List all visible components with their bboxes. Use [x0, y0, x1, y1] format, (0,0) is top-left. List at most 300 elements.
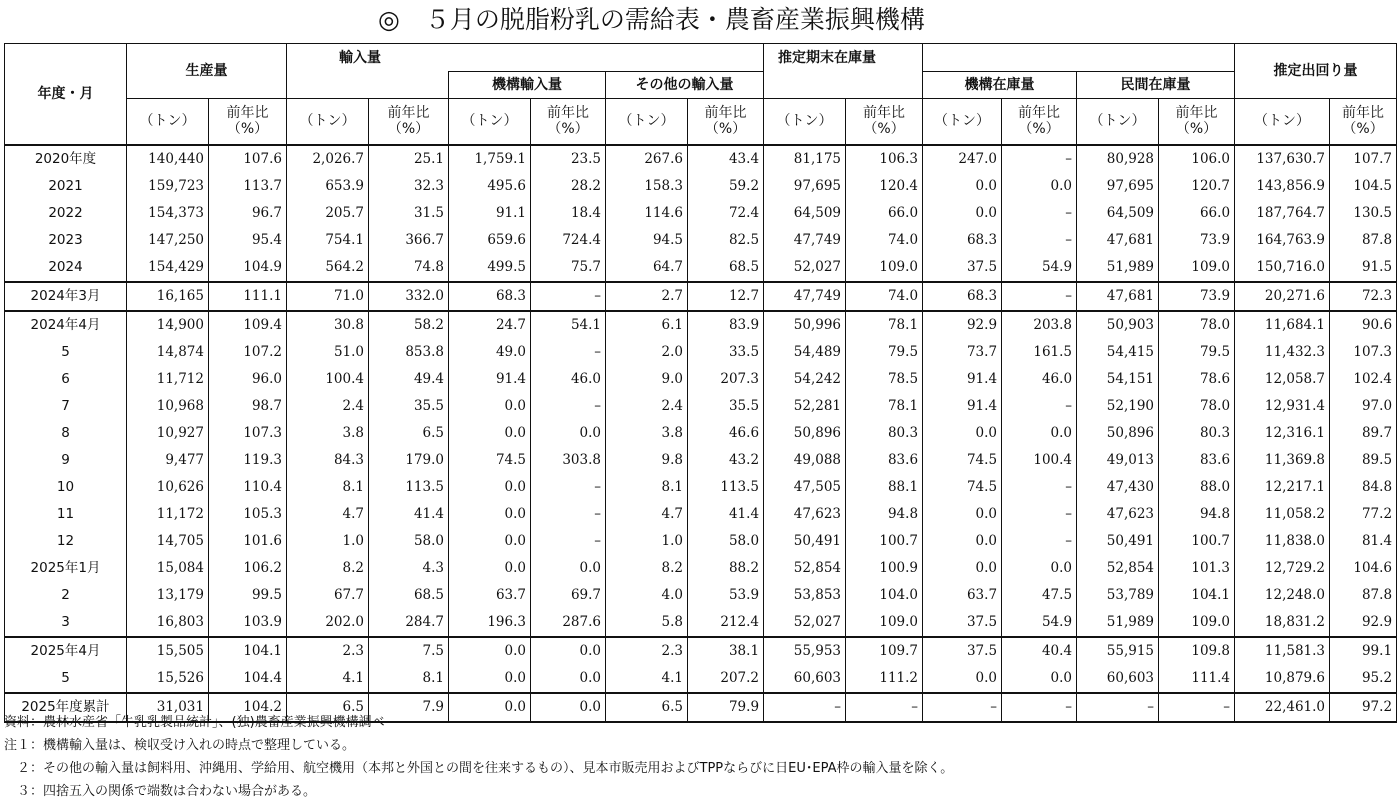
- cell-tons: 12,248.0: [1235, 582, 1330, 609]
- cell-tons: 6.5: [606, 693, 688, 722]
- cell-tons: 8.1: [606, 474, 688, 501]
- cell-ratio: 303.8: [531, 447, 606, 474]
- cell-ratio: 104.1: [209, 637, 287, 665]
- table-row: [5, 637, 1397, 665]
- cell-tons: 16,803: [127, 609, 209, 637]
- unit-ton-header: （トン）: [606, 99, 688, 145]
- cell-ratio: 0.0: [531, 555, 606, 582]
- cell-ratio: 130.5: [1330, 200, 1397, 227]
- cell-ratio: 109.0: [846, 609, 923, 637]
- cell-ratio: 0.0: [531, 420, 606, 447]
- cell-tons: 2,026.7: [287, 145, 369, 173]
- cell-ratio: –: [1159, 693, 1235, 722]
- unit-ton-header: （トン）: [1077, 99, 1159, 145]
- row-label: 2024年3月: [5, 282, 127, 311]
- cell-tons: 0.0: [449, 420, 531, 447]
- cell-ratio: 104.6: [1330, 555, 1397, 582]
- unit-ton-header: （トン）: [764, 99, 846, 145]
- cell-tons: 31,031: [127, 693, 209, 722]
- footnote-3: ３：四捨五入の関係で端数は合わない場合がある。: [4, 784, 317, 799]
- cell-ratio: 100.7: [846, 528, 923, 555]
- row-label: 2020年度: [5, 145, 127, 173]
- cell-ratio: 49.4: [369, 366, 449, 393]
- cell-tons: 15,505: [127, 637, 209, 665]
- cell-tons: 54,151: [1077, 366, 1159, 393]
- unit-ratio-header: [846, 99, 923, 145]
- unit-ratio-line1: 前年比: [547, 105, 589, 122]
- cell-tons: 8.2: [606, 555, 688, 582]
- table-row: [5, 501, 1397, 528]
- cell-ratio: –: [1002, 501, 1077, 528]
- cell-tons: 53,789: [1077, 582, 1159, 609]
- cell-ratio: 84.8: [1330, 474, 1397, 501]
- row-label: 6: [5, 366, 127, 393]
- cell-ratio: 212.4: [688, 609, 764, 637]
- cell-tons: 187,764.7: [1235, 200, 1330, 227]
- cell-ratio: 41.4: [688, 501, 764, 528]
- cell-ratio: 83.6: [1159, 447, 1235, 474]
- header-agency-stock: 機構在庫量: [923, 72, 1077, 99]
- cell-tons: 0.0: [449, 665, 531, 693]
- cell-tons: 30.8: [287, 311, 369, 339]
- cell-ratio: 97.0: [1330, 393, 1397, 420]
- table-row: [5, 393, 1397, 420]
- cell-ratio: 104.5: [1330, 173, 1397, 200]
- unit-ton-header: （トン）: [923, 99, 1002, 145]
- cell-ratio: 35.5: [688, 393, 764, 420]
- cell-tons: 68.3: [923, 227, 1002, 254]
- cell-ratio: 91.5: [1330, 254, 1397, 282]
- cell-tons: 3.8: [606, 420, 688, 447]
- table-row: [5, 447, 1397, 474]
- row-label: 8: [5, 420, 127, 447]
- cell-ratio: 74.0: [846, 282, 923, 311]
- cell-tons: 52,190: [1077, 393, 1159, 420]
- cell-ratio: –: [1002, 227, 1077, 254]
- table-row: [5, 474, 1397, 501]
- cell-ratio: 101.6: [209, 528, 287, 555]
- cell-tons: 81,175: [764, 145, 846, 173]
- cell-ratio: 79.5: [1159, 339, 1235, 366]
- header-stock-spacer: [923, 44, 1235, 72]
- cell-ratio: –: [1002, 693, 1077, 722]
- cell-ratio: 111.1: [209, 282, 287, 311]
- cell-ratio: 47.5: [1002, 582, 1077, 609]
- cell-ratio: 89.5: [1330, 447, 1397, 474]
- cell-ratio: 96.7: [209, 200, 287, 227]
- unit-ratio-line1: 前年比: [226, 105, 269, 122]
- cell-ratio: 75.7: [531, 254, 606, 282]
- cell-tons: 154,429: [127, 254, 209, 282]
- cell-ratio: 113.5: [369, 474, 449, 501]
- cell-tons: 154,373: [127, 200, 209, 227]
- cell-tons: 84.3: [287, 447, 369, 474]
- cell-tons: 53,853: [764, 582, 846, 609]
- cell-ratio: 107.3: [1330, 339, 1397, 366]
- cell-tons: 4.7: [606, 501, 688, 528]
- cell-ratio: 46.0: [1002, 366, 1077, 393]
- cell-ratio: 100.4: [1002, 447, 1077, 474]
- cell-tons: 158.3: [606, 173, 688, 200]
- cell-tons: 91.4: [449, 366, 531, 393]
- cell-ratio: –: [1002, 528, 1077, 555]
- header-other-imports: その他の輸入量: [606, 72, 764, 99]
- cell-tons: 499.5: [449, 254, 531, 282]
- header-imports-spacer: [287, 72, 449, 99]
- cell-ratio: 107.6: [209, 145, 287, 173]
- unit-ratio-line2: （%）: [547, 121, 589, 138]
- cell-tons: 202.0: [287, 609, 369, 637]
- cell-tons: 100.4: [287, 366, 369, 393]
- cell-ratio: 23.5: [531, 145, 606, 173]
- cell-tons: 74.5: [923, 447, 1002, 474]
- cell-tons: 55,915: [1077, 637, 1159, 665]
- cell-tons: 0.0: [923, 173, 1002, 200]
- cell-ratio: 207.3: [688, 366, 764, 393]
- cell-ratio: 207.2: [688, 665, 764, 693]
- cell-ratio: 88.0: [1159, 474, 1235, 501]
- cell-ratio: 100.9: [846, 555, 923, 582]
- cell-tons: 495.6: [449, 173, 531, 200]
- cell-ratio: 102.4: [1330, 366, 1397, 393]
- cell-ratio: 88.2: [688, 555, 764, 582]
- unit-ratio-line1: 前年比: [1018, 105, 1061, 122]
- cell-ratio: –: [846, 693, 923, 722]
- cell-tons: 754.1: [287, 227, 369, 254]
- cell-tons: 37.5: [923, 254, 1002, 282]
- cell-ratio: 105.3: [209, 501, 287, 528]
- cell-tons: 0.0: [449, 693, 531, 722]
- cell-tons: 6.5: [287, 693, 369, 722]
- unit-ratio-line1: 前年比: [704, 105, 747, 122]
- cell-ratio: 33.5: [688, 339, 764, 366]
- cell-tons: 16,165: [127, 282, 209, 311]
- cell-ratio: 78.0: [1159, 393, 1235, 420]
- cell-tons: 49,013: [1077, 447, 1159, 474]
- header-period: 年度・月: [5, 44, 127, 145]
- table-row: [5, 420, 1397, 447]
- cell-tons: 14,900: [127, 311, 209, 339]
- cell-ratio: 40.4: [1002, 637, 1077, 665]
- cell-ratio: 94.8: [846, 501, 923, 528]
- cell-ratio: 0.0: [1002, 173, 1077, 200]
- cell-tons: 97,695: [764, 173, 846, 200]
- cell-tons: 147,250: [127, 227, 209, 254]
- cell-ratio: 78.0: [1159, 311, 1235, 339]
- cell-tons: 0.0: [923, 665, 1002, 693]
- unit-ratio-line2: （%）: [1342, 121, 1384, 138]
- cell-tons: 0.0: [449, 474, 531, 501]
- cell-tons: 64,509: [764, 200, 846, 227]
- cell-tons: 2.7: [606, 282, 688, 311]
- unit-ratio-line2: （%）: [226, 121, 269, 138]
- cell-ratio: 66.0: [846, 200, 923, 227]
- footnote-source: 資料：農林水産省「牛乳乳製品統計」、(独)農畜産業振興機構調べ: [4, 715, 385, 730]
- cell-tons: 54,242: [764, 366, 846, 393]
- cell-ratio: 107.3: [209, 420, 287, 447]
- cell-tons: 140,440: [127, 145, 209, 173]
- cell-ratio: 7.9: [369, 693, 449, 722]
- cell-ratio: 58.0: [688, 528, 764, 555]
- cell-tons: 164,763.9: [1235, 227, 1330, 254]
- cell-tons: 14,705: [127, 528, 209, 555]
- footnote-2: ２：その他の輸入量は飼料用、沖縄用、学給用、航空機用（本邦と外国との間を往来するもの）、見本市販売用およびTPPならびに日EU･EPA枠の輸入量を除く。: [4, 761, 954, 776]
- cell-ratio: 106.3: [846, 145, 923, 173]
- cell-ratio: 106.0: [1159, 145, 1235, 173]
- cell-tons: 54,415: [1077, 339, 1159, 366]
- row-label: 11: [5, 501, 127, 528]
- cell-tons: 2.4: [606, 393, 688, 420]
- cell-ratio: 284.7: [369, 609, 449, 637]
- cell-ratio: –: [531, 393, 606, 420]
- cell-ratio: –: [1002, 145, 1077, 173]
- table-body: [5, 145, 1397, 722]
- cell-tons: 15,084: [127, 555, 209, 582]
- cell-tons: 63.7: [923, 582, 1002, 609]
- cell-tons: 11,838.0: [1235, 528, 1330, 555]
- cell-ratio: 87.8: [1330, 582, 1397, 609]
- cell-tons: 4.0: [606, 582, 688, 609]
- cell-ratio: 110.4: [209, 474, 287, 501]
- cell-ratio: 109.8: [1159, 637, 1235, 665]
- cell-ratio: –: [531, 339, 606, 366]
- cell-tons: 143,856.9: [1235, 173, 1330, 200]
- table-row: [5, 555, 1397, 582]
- row-label: 2024年4月: [5, 311, 127, 339]
- cell-tons: 11,581.3: [1235, 637, 1330, 665]
- cell-ratio: 25.1: [369, 145, 449, 173]
- cell-tons: 68.3: [923, 282, 1002, 311]
- cell-tons: 12,931.4: [1235, 393, 1330, 420]
- header-agency-imports: 機構輸入量: [449, 72, 606, 99]
- header-est-shipments: 推定出回り量: [1235, 44, 1397, 99]
- cell-ratio: 80.3: [1159, 420, 1235, 447]
- cell-ratio: 32.3: [369, 173, 449, 200]
- cell-tons: 20,271.6: [1235, 282, 1330, 311]
- cell-ratio: 8.1: [369, 665, 449, 693]
- cell-ratio: 96.0: [209, 366, 287, 393]
- unit-ratio-line2: （%）: [1175, 121, 1218, 138]
- cell-ratio: 78.1: [846, 393, 923, 420]
- cell-tons: 52,027: [764, 609, 846, 637]
- cell-ratio: 119.3: [209, 447, 287, 474]
- cell-tons: 4.1: [287, 665, 369, 693]
- cell-tons: 12,729.2: [1235, 555, 1330, 582]
- cell-tons: 11,058.2: [1235, 501, 1330, 528]
- cell-ratio: 69.7: [531, 582, 606, 609]
- cell-ratio: 95.4: [209, 227, 287, 254]
- cell-tons: 10,879.6: [1235, 665, 1330, 693]
- table-header: [5, 44, 1397, 145]
- row-label: 10: [5, 474, 127, 501]
- cell-tons: 47,749: [764, 227, 846, 254]
- table-row: [5, 282, 1397, 311]
- cell-tons: 64,509: [1077, 200, 1159, 227]
- cell-ratio: 104.2: [209, 693, 287, 722]
- cell-ratio: 113.5: [688, 474, 764, 501]
- header-est-stock-spacer: [764, 72, 923, 99]
- cell-ratio: 35.5: [369, 393, 449, 420]
- unit-ratio-line2: （%）: [863, 121, 905, 138]
- cell-tons: 2.3: [606, 637, 688, 665]
- cell-ratio: 109.0: [846, 254, 923, 282]
- cell-tons: 2.0: [606, 339, 688, 366]
- cell-tons: 11,684.1: [1235, 311, 1330, 339]
- cell-tons: 51.0: [287, 339, 369, 366]
- unit-ratio-header: [1159, 99, 1235, 145]
- cell-ratio: 104.1: [1159, 582, 1235, 609]
- cell-ratio: 58.0: [369, 528, 449, 555]
- cell-tons: 10,626: [127, 474, 209, 501]
- footnote-1: 注１：機構輸入量は、検収受け入れの時点で整理している。: [4, 738, 356, 753]
- cell-tons: 6.1: [606, 311, 688, 339]
- cell-tons: 0.0: [449, 555, 531, 582]
- cell-tons: 71.0: [287, 282, 369, 311]
- cell-tons: 4.1: [606, 665, 688, 693]
- cell-ratio: 54.1: [531, 311, 606, 339]
- page-title: [0, 2, 1400, 38]
- cell-tons: –: [1077, 693, 1159, 722]
- cell-ratio: 99.5: [209, 582, 287, 609]
- cell-ratio: 109.0: [1159, 609, 1235, 637]
- cell-tons: 47,430: [1077, 474, 1159, 501]
- cell-tons: 0.0: [923, 420, 1002, 447]
- cell-tons: 94.5: [606, 227, 688, 254]
- cell-ratio: 0.0: [531, 665, 606, 693]
- cell-ratio: 66.0: [1159, 200, 1235, 227]
- cell-tons: 11,369.8: [1235, 447, 1330, 474]
- cell-ratio: 74.0: [846, 227, 923, 254]
- cell-ratio: 104.9: [209, 254, 287, 282]
- unit-ratio-line1: 前年比: [863, 105, 906, 122]
- cell-tons: –: [923, 693, 1002, 722]
- cell-tons: 0.0: [449, 501, 531, 528]
- cell-tons: 659.6: [449, 227, 531, 254]
- unit-ratio-line1: 前年比: [1342, 105, 1385, 122]
- row-label: 2025年4月: [5, 637, 127, 665]
- cell-tons: 8.2: [287, 555, 369, 582]
- cell-ratio: 853.8: [369, 339, 449, 366]
- cell-ratio: 79.5: [846, 339, 923, 366]
- cell-tons: 150,716.0: [1235, 254, 1330, 282]
- cell-ratio: 103.9: [209, 609, 287, 637]
- row-label: 2025年度累計: [5, 693, 127, 722]
- cell-tons: 37.5: [923, 609, 1002, 637]
- cell-ratio: 12.7: [688, 282, 764, 311]
- cell-tons: 50,491: [1077, 528, 1159, 555]
- table-row: [5, 311, 1397, 339]
- unit-ratio-line1: 前年比: [1175, 105, 1218, 122]
- cell-tons: 0.0: [923, 555, 1002, 582]
- cell-tons: 64.7: [606, 254, 688, 282]
- cell-tons: –: [764, 693, 846, 722]
- unit-ratio-line1: 前年比: [387, 105, 430, 122]
- cell-ratio: 101.3: [1159, 555, 1235, 582]
- row-label: 2: [5, 582, 127, 609]
- cell-ratio: 59.2: [688, 173, 764, 200]
- table-row: [5, 528, 1397, 555]
- cell-ratio: 83.9: [688, 311, 764, 339]
- table-row: [5, 200, 1397, 227]
- cell-ratio: 54.9: [1002, 609, 1077, 637]
- cell-ratio: –: [1002, 474, 1077, 501]
- cell-ratio: 72.4: [688, 200, 764, 227]
- footnotes: [4, 711, 953, 803]
- cell-ratio: 104.0: [846, 582, 923, 609]
- cell-tons: 50,491: [764, 528, 846, 555]
- cell-tons: 18,831.2: [1235, 609, 1330, 637]
- cell-ratio: 78.1: [846, 311, 923, 339]
- unit-ton-header: （トン）: [287, 99, 369, 145]
- cell-ratio: 28.2: [531, 173, 606, 200]
- cell-ratio: 41.4: [369, 501, 449, 528]
- cell-ratio: 109.0: [1159, 254, 1235, 282]
- cell-tons: 2.4: [287, 393, 369, 420]
- cell-ratio: 54.9: [1002, 254, 1077, 282]
- cell-ratio: –: [531, 528, 606, 555]
- cell-tons: 0.0: [449, 528, 531, 555]
- cell-tons: 12,058.7: [1235, 366, 1330, 393]
- cell-tons: 47,623: [1077, 501, 1159, 528]
- cell-tons: 10,968: [127, 393, 209, 420]
- unit-ratio-header: [688, 99, 764, 145]
- cell-tons: 73.7: [923, 339, 1002, 366]
- cell-ratio: –: [1002, 393, 1077, 420]
- unit-ratio-header: [531, 99, 606, 145]
- unit-ratio-line2: （%）: [1018, 121, 1060, 138]
- cell-tons: 247.0: [923, 145, 1002, 173]
- cell-tons: 653.9: [287, 173, 369, 200]
- cell-tons: 137,630.7: [1235, 145, 1330, 173]
- cell-tons: 1.0: [606, 528, 688, 555]
- cell-ratio: 0.0: [1002, 555, 1077, 582]
- cell-tons: 9.0: [606, 366, 688, 393]
- cell-ratio: 109.7: [846, 637, 923, 665]
- cell-tons: 205.7: [287, 200, 369, 227]
- cell-tons: 51,989: [1077, 254, 1159, 282]
- cell-tons: 12,217.1: [1235, 474, 1330, 501]
- cell-ratio: 107.2: [209, 339, 287, 366]
- cell-ratio: 0.0: [531, 693, 606, 722]
- cell-ratio: 72.3: [1330, 282, 1397, 311]
- cell-ratio: 43.2: [688, 447, 764, 474]
- table-row: [5, 339, 1397, 366]
- row-label: 7: [5, 393, 127, 420]
- cell-ratio: 74.8: [369, 254, 449, 282]
- cell-ratio: 53.9: [688, 582, 764, 609]
- cell-tons: 52,027: [764, 254, 846, 282]
- cell-tons: 47,681: [1077, 282, 1159, 311]
- cell-ratio: 99.1: [1330, 637, 1397, 665]
- unit-ratio-header: [1330, 99, 1397, 145]
- cell-tons: 47,749: [764, 282, 846, 311]
- cell-tons: 13,179: [127, 582, 209, 609]
- cell-tons: 2.3: [287, 637, 369, 665]
- cell-tons: 50,996: [764, 311, 846, 339]
- cell-tons: 50,896: [764, 420, 846, 447]
- table-row: [5, 582, 1397, 609]
- row-label: 12: [5, 528, 127, 555]
- unit-ratio-header: [369, 99, 449, 145]
- cell-tons: 0.0: [449, 637, 531, 665]
- row-label: 2024: [5, 254, 127, 282]
- cell-tons: 52,281: [764, 393, 846, 420]
- cell-ratio: –: [1002, 200, 1077, 227]
- cell-tons: 49.0: [449, 339, 531, 366]
- cell-ratio: 73.9: [1159, 282, 1235, 311]
- cell-ratio: 7.5: [369, 637, 449, 665]
- cell-ratio: 120.4: [846, 173, 923, 200]
